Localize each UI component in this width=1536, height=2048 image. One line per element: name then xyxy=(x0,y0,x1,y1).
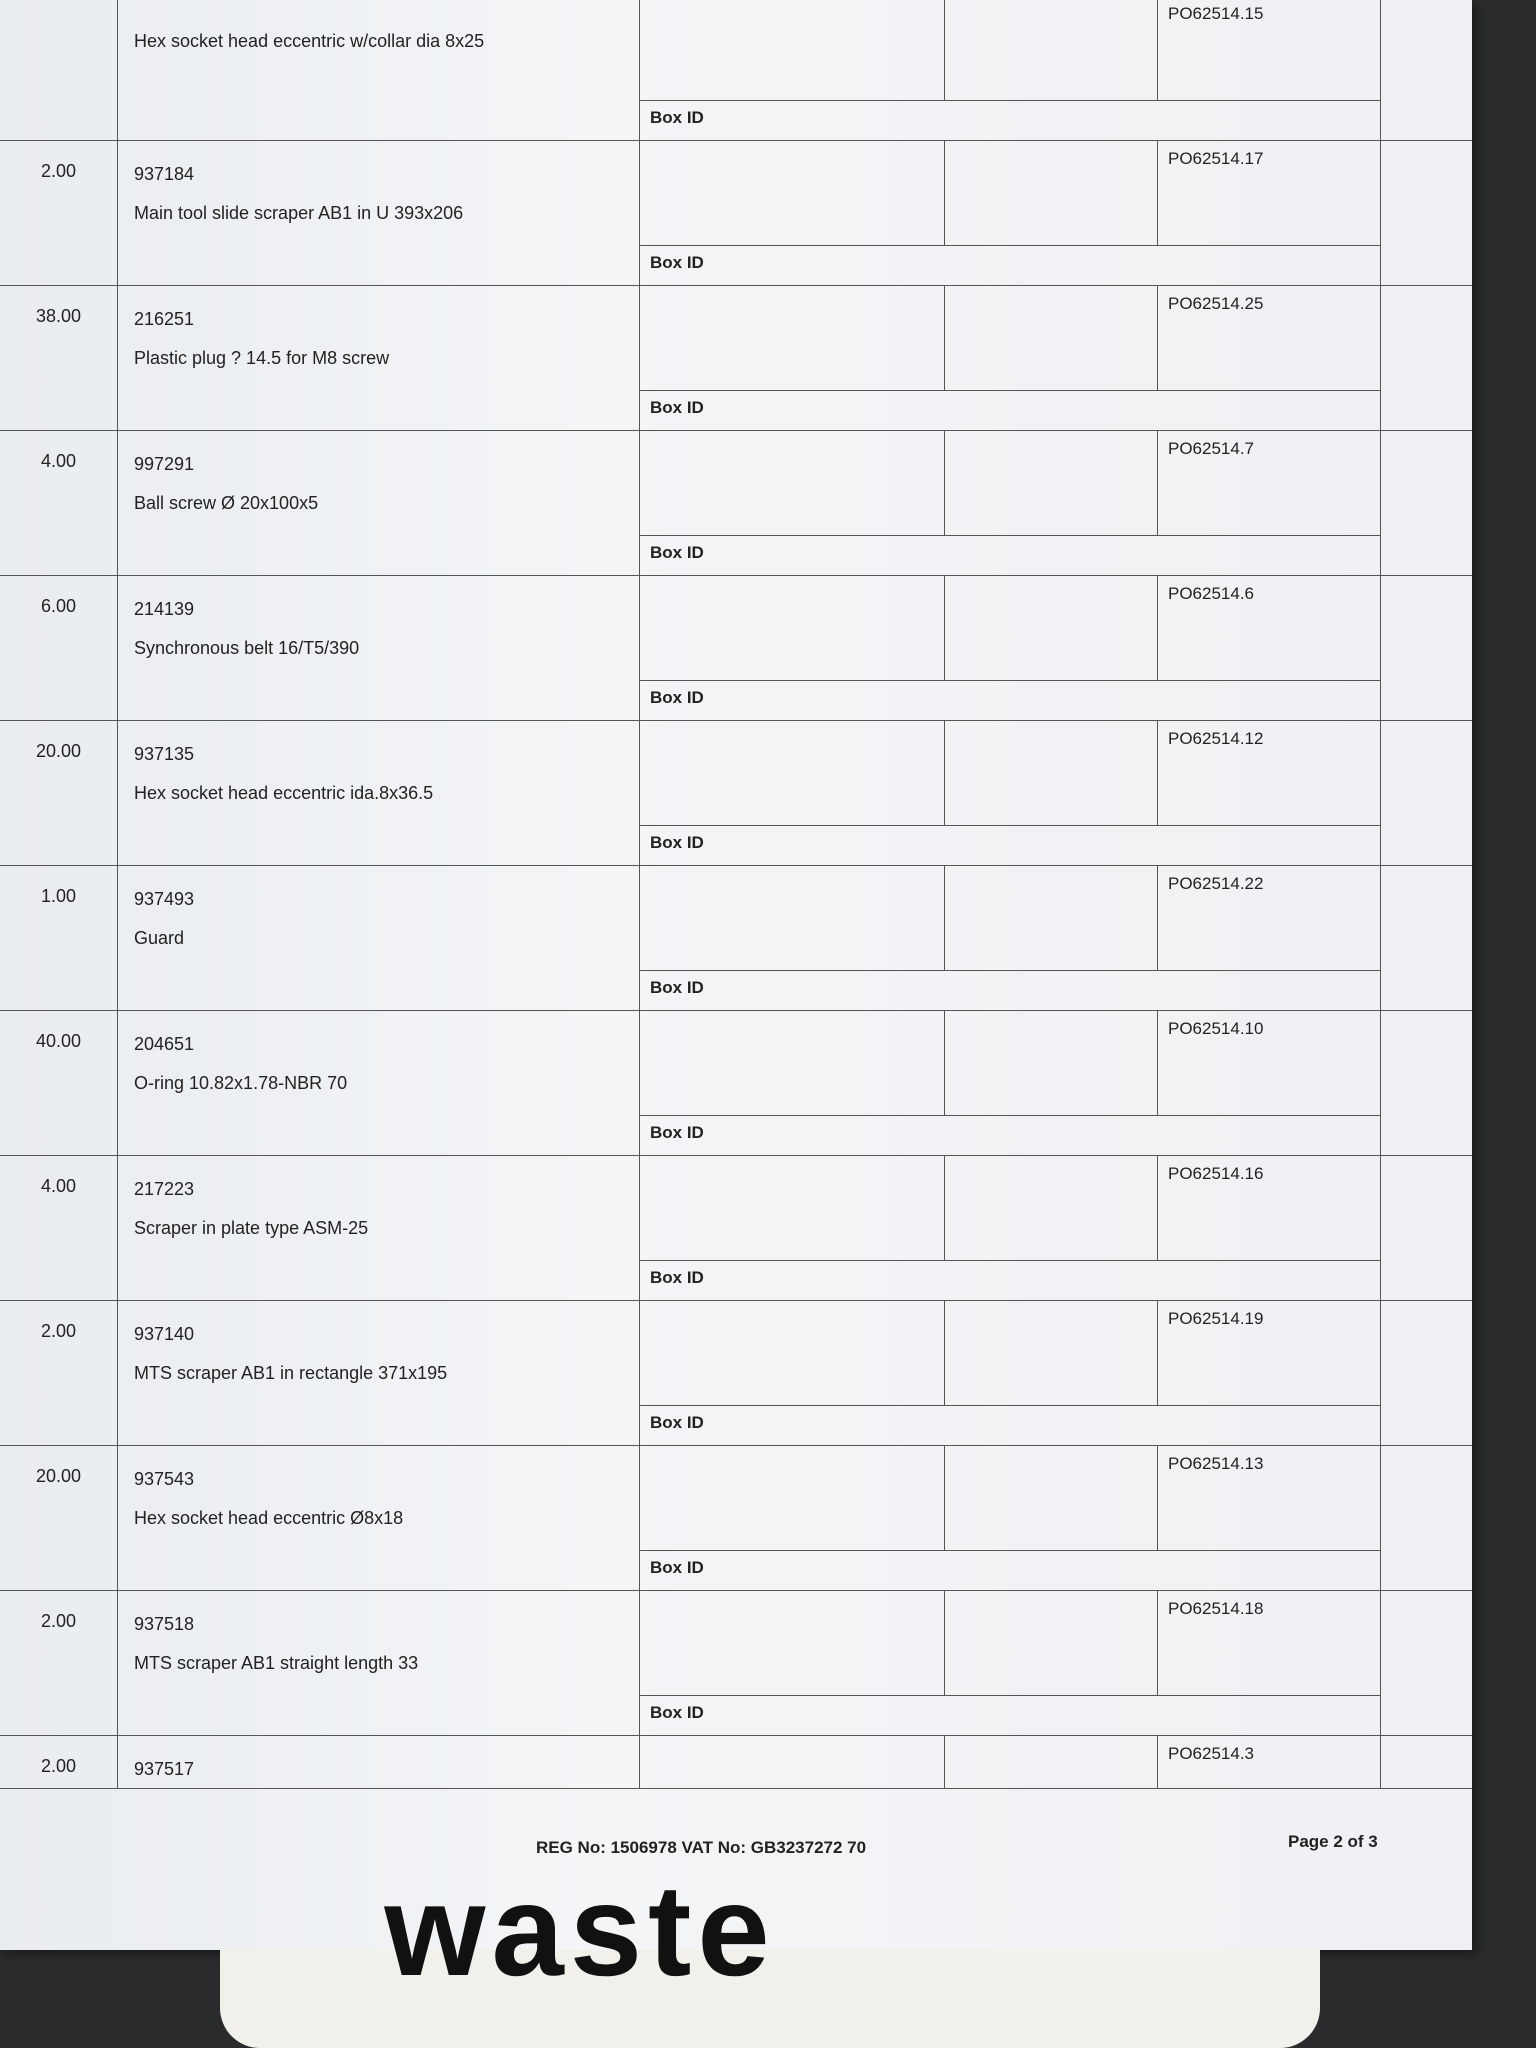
box-id-label: Box ID xyxy=(650,1703,704,1722)
table-row xyxy=(0,1011,1472,1156)
box-id-label: Box ID xyxy=(650,833,704,852)
box-id-label: Box ID xyxy=(650,1268,704,1287)
table-row xyxy=(0,576,1472,721)
box-id-label: Box ID xyxy=(650,978,704,997)
description-cell xyxy=(120,721,640,865)
box-section xyxy=(640,0,1381,140)
box-cells xyxy=(640,721,1380,826)
box-cells xyxy=(640,431,1380,536)
po-cell: PO62514.7 xyxy=(1168,439,1255,458)
item-description: O-ring 10.82x1.78-NBR 70 xyxy=(134,1073,348,1093)
box-cells xyxy=(640,1011,1380,1116)
item-description: Synchronous belt 16/T5/390 xyxy=(134,638,360,658)
po-cell: PO62514.6 xyxy=(1168,584,1255,603)
quantity-cell: 4.00 xyxy=(0,431,118,575)
box-id-label: Box ID xyxy=(650,253,704,272)
po-cell: PO62514.22 xyxy=(1168,874,1264,893)
table-row xyxy=(0,1736,1472,1789)
box-cells xyxy=(640,576,1380,681)
po-cell: PO62514.10 xyxy=(1168,1019,1264,1038)
item-description: Guard xyxy=(134,928,185,948)
po-cell: PO62514.16 xyxy=(1168,1164,1264,1183)
description-cell xyxy=(120,141,640,285)
box-cells xyxy=(640,866,1380,971)
box-section xyxy=(640,1011,1381,1155)
box-cell xyxy=(640,1301,945,1405)
item-code: 937184 xyxy=(134,164,195,184)
box-cell xyxy=(945,1446,1158,1550)
quantity-cell: 1.00 xyxy=(0,866,118,1010)
item-description: MTS scraper AB1 straight length 33 xyxy=(134,1653,419,1673)
table-row xyxy=(0,1591,1472,1736)
box-cell xyxy=(945,1591,1158,1695)
box-cell xyxy=(945,1156,1158,1260)
item-description: Hex socket head eccentric ida.8x36.5 xyxy=(134,783,434,803)
description-cell xyxy=(120,1156,640,1300)
quantity-cell: 20.00 xyxy=(0,1446,118,1590)
box-cell xyxy=(640,576,945,680)
box-cells xyxy=(640,286,1380,391)
box-section xyxy=(640,1156,1381,1300)
box-cells xyxy=(640,0,1380,101)
description-cell xyxy=(120,1011,640,1155)
registration-text: REG No: 1506978 VAT No: GB3237272 70 xyxy=(536,1838,867,1857)
page-number: Page 2 of 3 xyxy=(1288,1832,1378,1851)
table-row xyxy=(0,721,1472,866)
description-cell xyxy=(120,1591,640,1735)
box-cell xyxy=(640,866,945,970)
box-cell xyxy=(640,1591,945,1695)
item-description: Main tool slide scraper AB1 in U 393x206 xyxy=(134,203,464,223)
table-row xyxy=(0,866,1472,1011)
box-cell xyxy=(945,866,1158,970)
po-cell: PO62514.13 xyxy=(1168,1454,1264,1473)
box-id-label: Box ID xyxy=(650,1123,704,1142)
item-description: Hex socket head eccentric Ø8x18 xyxy=(134,1508,404,1528)
box-id-label: Box ID xyxy=(650,398,704,417)
box-section xyxy=(640,576,1381,720)
box-cell xyxy=(640,141,945,245)
item-code: 937493 xyxy=(134,889,195,909)
box-cell xyxy=(945,1301,1158,1405)
description-cell xyxy=(120,576,640,720)
box-section xyxy=(640,866,1381,1010)
po-cell: PO62514.17 xyxy=(1168,149,1264,168)
table-row xyxy=(0,1156,1472,1301)
box-cells xyxy=(640,1156,1380,1261)
table-row xyxy=(0,431,1472,576)
box-cells xyxy=(640,1736,1380,1788)
description-cell xyxy=(120,1446,640,1590)
item-description: Hex socket head eccentric w/collar dia 8x25 xyxy=(134,31,485,51)
po-cell: PO62514.15 xyxy=(1168,4,1264,23)
po-cell: PO62514.19 xyxy=(1168,1309,1264,1328)
item-code: 937543 xyxy=(134,1469,195,1489)
description-cell xyxy=(120,1736,640,1788)
quantity-cell: 2.00 xyxy=(0,141,118,285)
item-code: 937518 xyxy=(134,1614,195,1634)
table-row xyxy=(0,0,1472,141)
box-cell xyxy=(945,0,1158,100)
box-cells xyxy=(640,141,1380,246)
item-code: 937135 xyxy=(134,744,195,764)
item-description: Ball screw Ø 20x100x5 xyxy=(134,493,319,513)
box-cell xyxy=(945,141,1158,245)
box-cell xyxy=(640,286,945,390)
box-cell xyxy=(945,286,1158,390)
po-cell: PO62514.18 xyxy=(1168,1599,1264,1618)
table-row xyxy=(0,286,1472,431)
quantity-cell: 4.00 xyxy=(0,1156,118,1300)
description-cell xyxy=(120,866,640,1010)
bag-label-text: waste xyxy=(384,1857,776,2003)
box-section xyxy=(640,286,1381,430)
table-row xyxy=(0,141,1472,286)
box-cell xyxy=(945,721,1158,825)
quantity-cell: 40.00 xyxy=(0,1011,118,1155)
item-code: 214139 xyxy=(134,599,195,619)
quantity-cell: 6.00 xyxy=(0,576,118,720)
quantity-cell: 2.00 xyxy=(0,1301,118,1445)
box-cell xyxy=(945,1011,1158,1115)
box-id-label: Box ID xyxy=(650,688,704,707)
box-cells xyxy=(640,1301,1380,1406)
box-cell xyxy=(945,1736,1158,1788)
item-code: 997291 xyxy=(134,454,195,474)
box-id-label: Box ID xyxy=(650,1558,704,1577)
box-section xyxy=(640,141,1381,285)
item-code: 216251 xyxy=(134,309,195,329)
box-id-label: Box ID xyxy=(650,543,704,562)
box-section xyxy=(640,1591,1381,1735)
box-section xyxy=(640,1446,1381,1590)
quantity-cell: 2.00 xyxy=(0,1736,118,1788)
item-description: Plastic plug ? 14.5 for M8 screw xyxy=(134,348,390,368)
box-cell xyxy=(640,1011,945,1115)
description-cell xyxy=(120,1301,640,1445)
po-cell: PO62514.12 xyxy=(1168,729,1264,748)
box-cell xyxy=(945,431,1158,535)
item-code: 937140 xyxy=(134,1324,195,1344)
quantity-cell: 2.00 xyxy=(0,1591,118,1735)
box-cell xyxy=(640,721,945,825)
quantity-cell xyxy=(0,0,118,140)
box-cell xyxy=(640,431,945,535)
item-description: Scraper in plate type ASM-25 xyxy=(134,1218,369,1238)
box-section xyxy=(640,431,1381,575)
item-code: 937517 xyxy=(134,1759,195,1779)
box-cell xyxy=(640,1156,945,1260)
description-cell xyxy=(120,0,640,140)
box-section xyxy=(640,721,1381,865)
box-cell xyxy=(640,1736,945,1788)
box-cells xyxy=(640,1446,1380,1551)
item-description: MTS scraper AB1 in rectangle 371x195 xyxy=(134,1363,448,1383)
box-id-label: Box ID xyxy=(650,108,704,127)
table-row xyxy=(0,1301,1472,1446)
quantity-cell: 38.00 xyxy=(0,286,118,430)
item-code: 217223 xyxy=(134,1179,195,1199)
table-row xyxy=(0,1446,1472,1591)
description-cell xyxy=(120,286,640,430)
box-section xyxy=(640,1301,1381,1445)
item-code: 204651 xyxy=(134,1034,195,1054)
po-cell: PO62514.3 xyxy=(1168,1744,1255,1763)
box-cell xyxy=(640,0,945,100)
description-cell xyxy=(120,431,640,575)
box-cell xyxy=(945,576,1158,680)
box-cell xyxy=(640,1446,945,1550)
box-section xyxy=(640,1736,1381,1788)
box-cells xyxy=(640,1591,1380,1696)
po-cell: PO62514.25 xyxy=(1168,294,1264,313)
box-id-label: Box ID xyxy=(650,1413,704,1432)
bag-label xyxy=(300,1857,860,2003)
quantity-cell: 20.00 xyxy=(0,721,118,865)
